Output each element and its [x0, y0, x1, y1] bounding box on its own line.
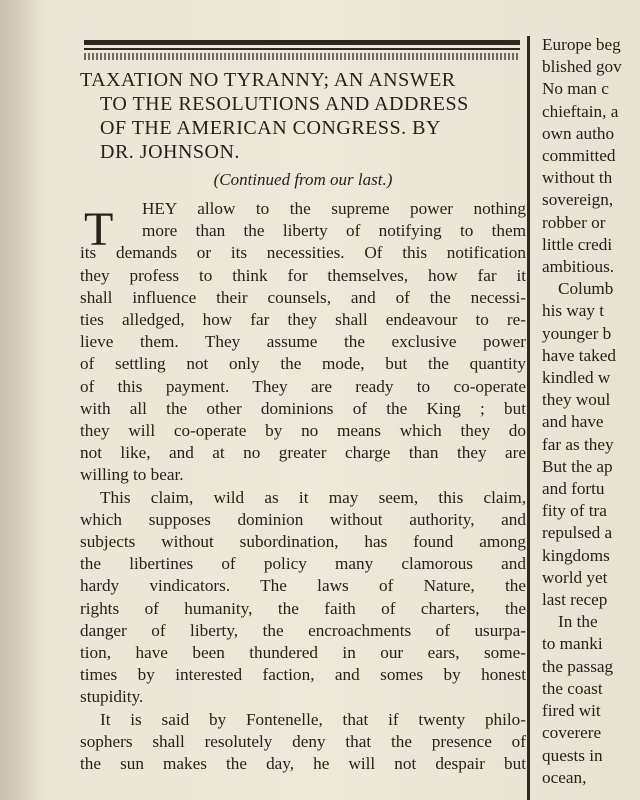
page-shadow [0, 0, 40, 800]
text-line: hardy vindicators. The laws of Nature, the [80, 576, 526, 596]
right-column-line: quests in [542, 745, 603, 765]
text-line: It is said by Fontenelle, that if twenty philo- [100, 709, 526, 729]
right-column-line: repulsed a [542, 523, 613, 543]
right-column-line: committed [542, 146, 616, 166]
paragraph-2 [80, 487, 526, 709]
text-line: of settling not only the mode, but the quantity [80, 354, 526, 374]
right-column-line: blished gov [542, 57, 622, 77]
text-line: ties alledged, how far they shall endeavour to re- [80, 310, 526, 330]
right-column-line: world yet [542, 567, 608, 587]
text-line: shall influence their counsels, and of the necessi- [80, 287, 526, 307]
right-column-line: his way t [542, 301, 605, 321]
title-line: TAXATION NO TYRANNY; AN ANSWER [80, 69, 456, 91]
right-column-line: robber or [542, 212, 606, 232]
title-line: OF THE AMERICAN CONGRESS. BY [100, 117, 441, 139]
right-column-line: coverere [542, 723, 602, 743]
right-column-line: ocean, [542, 767, 587, 787]
right-column-line: they woul [542, 390, 611, 410]
right-column-line: But the ap [542, 456, 613, 476]
right-column-line: and fortu [542, 479, 605, 499]
right-column-line: far as they [542, 434, 614, 454]
right-column-line: without th [542, 168, 613, 188]
text-line: danger of liberty, the encroachments of usurpa- [80, 620, 526, 640]
right-column-line: kingdoms [542, 545, 610, 565]
right-column [542, 34, 640, 789]
right-column-line: little credi [542, 234, 613, 254]
text-line: HEY allow to the supreme power nothing [142, 199, 526, 218]
right-column-line: fity of tra [542, 501, 607, 521]
article-column [80, 68, 526, 775]
text-line: subjects without subordination, has found among [80, 532, 526, 552]
text-line: its demands or its necessities. Of this notification [80, 243, 526, 263]
text-line: sophers shall resolutely deny that the presence of [80, 731, 526, 751]
top-rule-thin [84, 48, 520, 50]
text-line: the libertines of policy many clamorous and [80, 554, 526, 574]
title-line: DR. JOHNSON. [100, 141, 240, 163]
paragraph-1 [80, 198, 526, 487]
right-column-line: to manki [542, 634, 603, 654]
text-line: the sun makes the day, he will not despair but [80, 754, 526, 774]
text-line: stupidity. [80, 687, 144, 707]
text-line: they will co-operate by no means which they do [80, 421, 526, 441]
right-column-line: No man c [542, 79, 609, 99]
text-line: not like, and at no greater charge than they are [80, 443, 526, 463]
right-column-line: younger b [542, 323, 612, 343]
text-line: This claim, wild as it may seem, this claim, [100, 487, 526, 507]
right-column-line: and have [542, 412, 604, 432]
right-column-line: have taked [542, 345, 616, 365]
text-line: they profess to think for themselves, how far it [80, 265, 526, 285]
right-column-line: Columb [558, 279, 614, 299]
article-title [80, 68, 526, 164]
text-line: times by interested faction, and somes by honest [80, 665, 526, 685]
right-column-line: In the [558, 612, 598, 632]
right-column-line: own autho [542, 123, 615, 143]
right-column-line: ambitious. [542, 257, 615, 277]
title-line: TO THE RESOLUTIONS AND ADDRESS [100, 93, 469, 115]
right-column-line: the passag [542, 656, 614, 676]
continued-note: (Continued from our last.) [213, 170, 393, 189]
text-line: tion, have been thundered in our ears, some- [80, 643, 526, 663]
right-column-line: kindled w [542, 368, 611, 388]
text-line: willing to bear. [80, 465, 184, 485]
right-column-line: sovereign, [542, 190, 614, 210]
right-column-line: chieftain, a [542, 101, 619, 121]
column-divider [527, 36, 530, 800]
top-rule [84, 40, 520, 45]
drop-cap: T [84, 203, 114, 256]
text-line: more than the liberty of notifying to them [142, 221, 526, 241]
text-line: rights of humanity, the faith of charters, the [80, 598, 526, 618]
right-column-line: the coast [542, 678, 603, 698]
text-line: of this payment. They are ready to co-operate [80, 376, 526, 396]
right-column-line: Europe beg [542, 35, 621, 54]
text-line: lieve them. They assume the exclusive power [80, 332, 526, 352]
right-column-line: fired wit [542, 701, 601, 721]
right-column-line: last recep [542, 590, 608, 610]
paragraph-3 [80, 709, 526, 776]
text-line: with all the other dominions of the King ; but [80, 398, 526, 418]
top-rule-hatched [84, 53, 520, 60]
text-line: which supposes dominion without authority, and [80, 509, 526, 529]
